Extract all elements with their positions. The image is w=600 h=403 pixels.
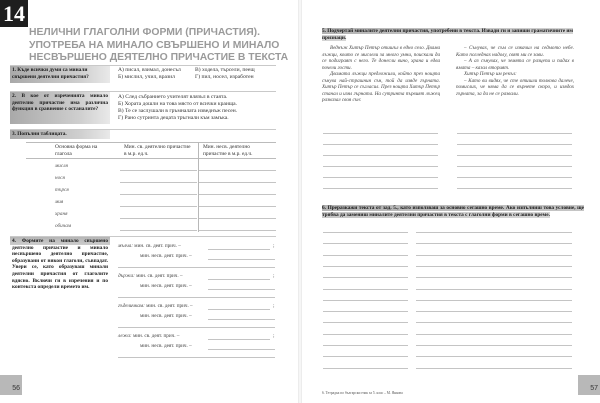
task4-perfective-label: мин. св. деят. прич. –: [146, 303, 193, 309]
table-verb: търся: [55, 187, 69, 193]
answer-line[interactable]: [416, 266, 572, 267]
task1-option-b: Б) мислил, учил, вразил: [118, 74, 175, 80]
answer-line-imperfective[interactable]: [199, 218, 276, 219]
divider: [118, 267, 275, 268]
separator: ;: [273, 303, 275, 309]
answer-line-imperfective[interactable]: [199, 170, 276, 171]
task2-option-g: Г) Рано сутринта децата тръгнали към замъка.: [118, 115, 229, 121]
story-paragraph: – Като ви видях, че сте отишли толкова далече, помислих, че няма да се върнете скоро, и изядох гърната, за да не се развали.: [456, 77, 574, 97]
table-verb: обичам: [55, 223, 72, 229]
task4-imperfective-label: мин. несв. деят. прич. –: [140, 343, 192, 349]
answer-line-imperfective[interactable]: [199, 182, 276, 183]
divider: [118, 327, 275, 328]
story-paragraph: Веднъж Хитър Петър отишъл в едно село. Двама лъжци, които се мислели за много умни, поискали да се подиграят с него. Те донесли вино, храна и едва почели гости.: [322, 45, 440, 71]
task4-perfective-label: мин. св. деят. прич. –: [132, 333, 180, 339]
table-header-border: [26, 158, 276, 159]
answer-line[interactable]: [323, 155, 438, 156]
answer-line-perfective[interactable]: [120, 218, 197, 219]
answer-line[interactable]: [323, 322, 408, 323]
answer-line[interactable]: [416, 243, 572, 244]
answer-line[interactable]: [416, 289, 572, 290]
answer-line[interactable]: [416, 345, 572, 346]
answer-line[interactable]: [323, 289, 408, 290]
answer-line-imperfective[interactable]: [208, 289, 275, 290]
task2-option-v: В) Те се заслушали в гръмналата изведнъж песен.: [118, 108, 238, 114]
separator: ;: [273, 243, 275, 249]
answer-line[interactable]: [323, 166, 438, 167]
answer-line-perfective[interactable]: [120, 194, 197, 195]
table-top-border: [26, 142, 276, 143]
separator: ;: [273, 333, 275, 339]
answer-line[interactable]: [416, 311, 572, 312]
task6-question-text: 6. Преразкажи текста от зад. 5., като използваш за основно сегашно време. Ако изпълниш това условие, ще трябва да замениш миналите деятелни причастия в текста с глаголни форми в сегашно време.: [322, 205, 584, 218]
answer-line[interactable]: [323, 232, 408, 233]
answer-line-perfective[interactable]: [208, 309, 270, 310]
task4-item: [118, 243, 181, 249]
task2-option-a: А) След събранието учителят влязъл в стаята.: [118, 94, 228, 100]
answer-line-perfective[interactable]: [208, 279, 270, 280]
task4-verb: лежа:: [118, 333, 132, 339]
answer-line[interactable]: [323, 368, 408, 369]
answer-line[interactable]: [416, 300, 572, 301]
answer-line[interactable]: [323, 356, 408, 357]
task1-option-a: А) писал, взимал, донесъл: [118, 67, 181, 73]
story-right-column: [456, 45, 574, 97]
answer-line-imperfective[interactable]: [199, 206, 276, 207]
task4-imperfective-label: мин. несв. деят. прич. –: [140, 253, 192, 259]
answer-line[interactable]: [323, 177, 438, 178]
task6-question: [322, 205, 584, 218]
answer-line[interactable]: [323, 243, 408, 244]
task4-item: [118, 333, 179, 339]
answer-line[interactable]: [323, 188, 438, 189]
answer-line-imperfective[interactable]: [208, 349, 275, 350]
task1-question: 1. Къде всички думи са минали свършени деятелни причастия?: [10, 66, 110, 83]
answer-line[interactable]: [323, 345, 408, 346]
answer-line[interactable]: [457, 177, 572, 178]
page-footer: 6. Тетрадка по български език за 5. клас – М. Янкова: [322, 391, 403, 395]
answer-line-perfective[interactable]: [120, 182, 197, 183]
table-verb: храня: [55, 211, 68, 217]
answer-line[interactable]: [323, 144, 438, 145]
task4-item: [118, 273, 183, 279]
task4-imperfective-label: мин. несв. деят. прич. –: [140, 283, 192, 289]
answer-line[interactable]: [416, 322, 572, 323]
answer-line-imperfective[interactable]: [199, 194, 276, 195]
task4-imperfective-label: мин. несв. деят. прич. –: [140, 313, 192, 319]
page-number-right: 57: [578, 375, 600, 395]
table-verb: нося: [55, 175, 65, 181]
answer-line-imperfective[interactable]: [208, 259, 275, 260]
story-paragraph: Хитър Петър им рекъл:: [464, 71, 517, 77]
answer-line-perfective[interactable]: [120, 230, 197, 231]
task1-option-v: В) ходела, търсели, пеещ: [195, 67, 255, 73]
story-paragraph: Двамата лъжци предложили, който през нощта сънува най-страшния сън, той да изяде гърната. Хитър Петър се съгласил. През нощта Хитър Петър станал и изял гърната. На сутринта първият лъжец разказал своя сън:: [322, 71, 440, 103]
table-verb: мия: [55, 199, 64, 205]
task4-perfective-label: мин. св. деят. прич. –: [134, 243, 181, 249]
task1-option-g: Г) пил, носел, изработен: [195, 74, 254, 80]
answer-line[interactable]: [416, 356, 572, 357]
task2-option-b: Б) Хората дошли на това място от всички краища.: [118, 101, 238, 107]
task4-verb: гъделичкам:: [118, 303, 145, 309]
answer-line[interactable]: [416, 277, 572, 278]
task2-question: 2. В кое от изреченията минало деятелно причастие има различна функция в сравнение с останалите?: [10, 92, 110, 124]
task5-question-text: 5. Подчертай миналите деятелни причастия, употребени в текста. Извади ги и запиши граматичните им признаци.: [322, 28, 574, 41]
answer-line[interactable]: [323, 133, 438, 134]
story-left-column: [322, 45, 440, 104]
divider: [118, 297, 275, 298]
task3-question: 3. Попълни таблицата.: [10, 130, 110, 139]
answer-line[interactable]: [323, 255, 408, 256]
table-header-perfective: Мин. св. деятелно причастие в м.р. ед.ч.: [124, 144, 191, 157]
answer-line[interactable]: [323, 334, 408, 335]
answer-line-perfective[interactable]: [208, 339, 270, 340]
task4-perfective-label: мин. св. деят. прич. –: [136, 273, 183, 279]
answer-line[interactable]: [457, 188, 572, 189]
table-verb: мисля: [55, 163, 68, 169]
task4-verb: мълча:: [118, 243, 133, 249]
story-paragraph: – А аз сънувах, че земята се разцепи и падах в ямата – казал вторият.: [456, 58, 574, 71]
answer-line[interactable]: [416, 368, 572, 369]
answer-line-perfective[interactable]: [120, 206, 197, 207]
answer-line[interactable]: [416, 334, 572, 335]
answer-line[interactable]: [457, 133, 572, 134]
task5-question: [322, 28, 582, 41]
task4-question: 4. Формите на минало свършено деятелно причастие и минало несвършено деятелно причастие, образувани от някои глаголи, съвпадат. Увери се, като образуваш минали деятелни причастия от глаголите вдясно. Включи ги в изречения и по контекста определи времето им.: [10, 237, 110, 299]
answer-line[interactable]: [457, 166, 572, 167]
answer-line[interactable]: [323, 300, 408, 301]
answer-line[interactable]: [416, 255, 572, 256]
answer-line-imperfective[interactable]: [208, 319, 275, 320]
divider: [118, 357, 275, 358]
task4-verb: държа:: [118, 273, 135, 279]
answer-line-perfective[interactable]: [208, 249, 270, 250]
task4-item: [118, 303, 193, 309]
lesson-number: 14: [0, 0, 28, 27]
lesson-title: НЕЛИЧНИ ГЛАГОЛНИ ФОРМИ (ПРИЧАСТИЯ). УПОТРЕБА НА МИНАЛО СВЪРШЕНО И МИНАЛО НЕСВЪРШЕНО ДЕЯТЕЛНО ПРИЧАСТИЕ В ТЕКСТА: [29, 27, 289, 64]
answer-line[interactable]: [323, 266, 408, 267]
table-header-base-form: Основна форма на глагола: [55, 144, 98, 157]
answer-line[interactable]: [457, 144, 572, 145]
table-header-imperfective: Мин. несв. деятелно причастие в м.р. ед.ч.: [203, 144, 253, 157]
answer-line[interactable]: [323, 311, 408, 312]
answer-line-perfective[interactable]: [120, 170, 197, 171]
page-number-left: 56: [0, 375, 22, 395]
story-paragraph: – Сънувах, че съм се изкачил на седмото небе. Като погледнах надолу, свят ми се зави.: [456, 45, 574, 58]
answer-line[interactable]: [416, 232, 572, 233]
answer-line[interactable]: [323, 277, 408, 278]
answer-line[interactable]: [457, 155, 572, 156]
answer-line-imperfective[interactable]: [199, 230, 276, 231]
separator: ;: [273, 273, 275, 279]
